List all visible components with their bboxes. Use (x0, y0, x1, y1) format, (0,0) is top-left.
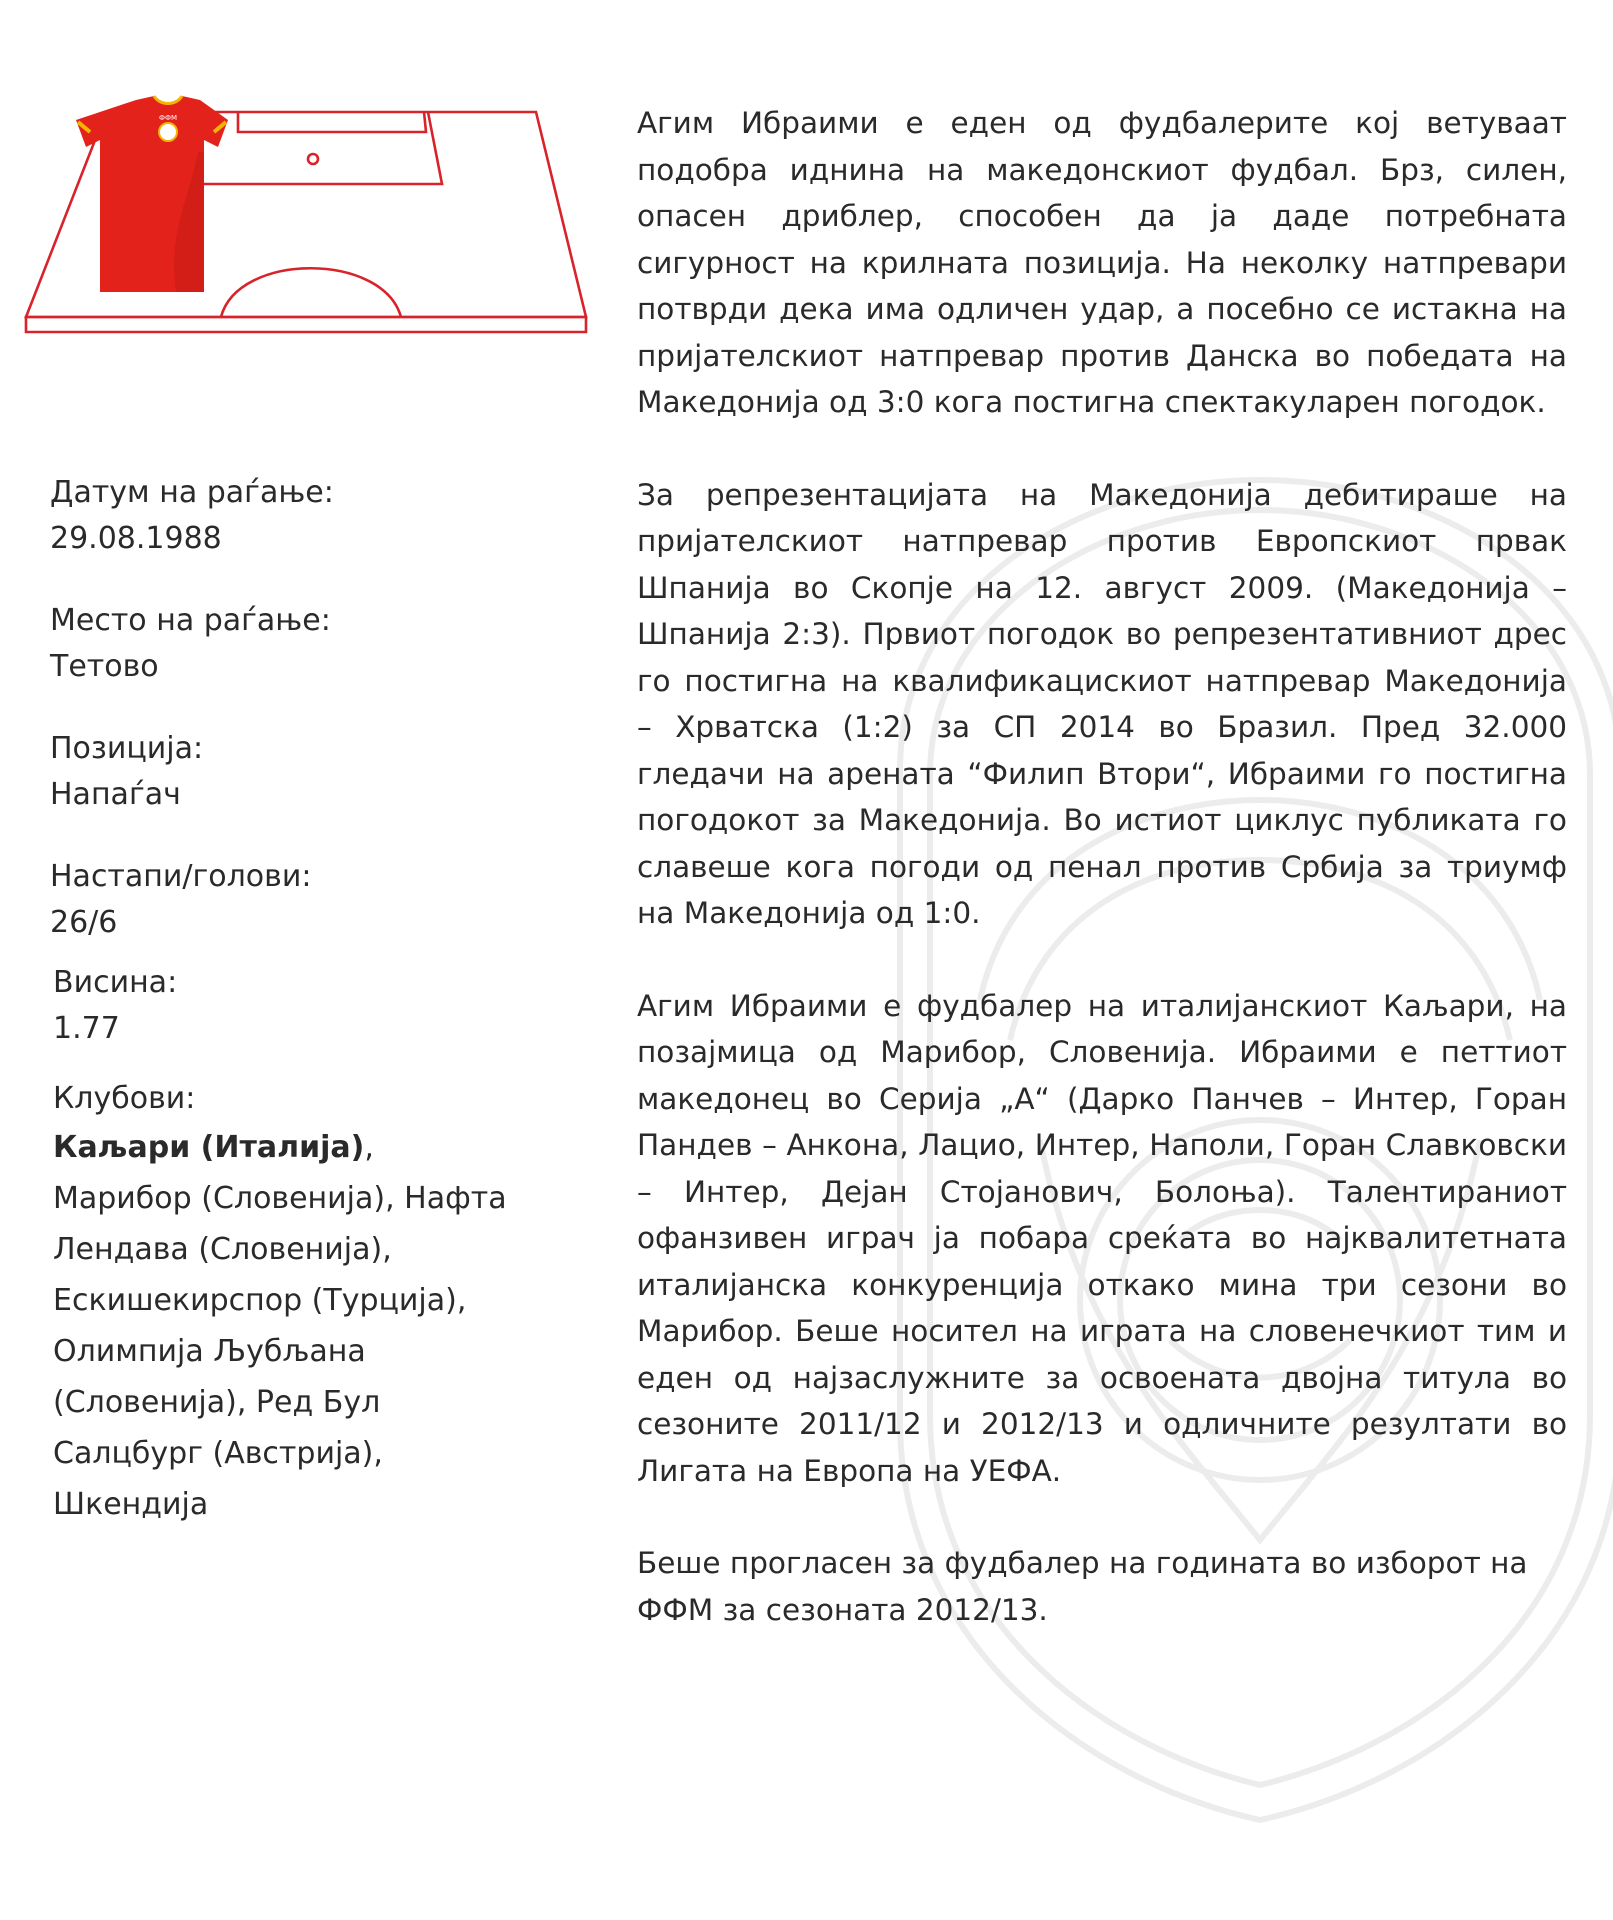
player-profile (50, 470, 520, 1566)
birth-date-value: 29.08.1988 (50, 521, 222, 556)
biography (637, 100, 1567, 1679)
bio-paragraph-3: Агим Ибраими е фудбалер на италијанскиот Каљари, на позајмица од Марибор, Словенија. Ибраими е петтиот македонец во Серија „А“ (Дарко Панчев – Интер, Горан Пандев – Анкона, Лацио, Интер, Наполи, Горан Славковски – Интер, Дејан Стојанович, Болоња). Талентираниот офанзивен играч ја побара среќата во најквалитетната италијанска конкуренција откако мина три сезони во Марибор. Беше носител на играта на словенечкиот тим и еден од најзаслужните за освоената двојна титула во сезоните 2011/12 и 2012/13 и одличните резултати во Лигата на Европа на УЕФА. (637, 988, 1567, 1488)
position-label: Позиција: (50, 731, 204, 766)
height-label: Висина: (53, 965, 178, 1000)
position-field (50, 726, 520, 818)
birth-place-value: Тетово (50, 649, 159, 684)
caps-field (50, 854, 520, 946)
bio-paragraph-2: За репрезентацијата на Македонија дебитираше на пријателскиот натпревар против Европскиот првак Шпанија во Скопје на 12. август 2009. (Македонија – Шпанија 2:3). Првиот погодок во репрезентативниот дрес го постигна на квалификацискиот натпревар Македонија – Хрватска (1:2) за СП 2014 во Бразил. Пред 32.000 гледачи на арената “Филип Втори“, Ибраими го постигна погодокот за Македонија. Во истиот циклус публиката го славеше кога погоди од пенал против Србија за триумф на Македонија од 1:0. (637, 477, 1567, 930)
birth-date-label: Датум на раѓање: (50, 475, 334, 510)
jersey-badge: ФФМ (158, 114, 178, 122)
birth-place-field (50, 598, 520, 690)
bio-paragraph-1: Агим Ибраими е еден од фудбалерите кој ветуваат подобра иднина на македонскиот фудбал. Брз, силен, опасен дриблер, способен да ја даде потребната сигурност на крилната позиција. На неколку натпревари потврди дека има одличен удар, а посебно се истакна на пријателскиот натпревар против Данска во победата на Македонија од 3:0 кога постигна спектакуларен погодок. (637, 106, 1567, 419)
clubs-list (53, 1122, 520, 1530)
caps-value: 26/6 (50, 905, 118, 940)
position-value: Напаѓач (50, 777, 181, 812)
bio-paragraph-4: Беше прогласен за фудбалер на годината во изборот на ФФМ за сезоната 2012/13. (637, 1546, 1528, 1627)
caps-label: Настапи/голови: (50, 859, 312, 894)
birth-date-field (50, 470, 520, 562)
previous-clubs: , Марибор (Словенија), Нафта Лендава (Словенија), Ескишекирспор (Турција), Олимпија Љубљана (Словенија), Ред Бул Салцбург (Австрија), Шкендија (53, 1130, 507, 1522)
clubs-field (53, 1076, 520, 1530)
jersey-icon (76, 96, 228, 292)
height-value: 1.77 (53, 1011, 120, 1046)
football-pitch-icon (18, 92, 598, 342)
current-club: Каљари (Италија) (53, 1130, 365, 1165)
clubs-label: Клубови: (53, 1081, 196, 1116)
birth-place-label: Место на раѓање: (50, 603, 331, 638)
height-field (53, 960, 520, 1052)
